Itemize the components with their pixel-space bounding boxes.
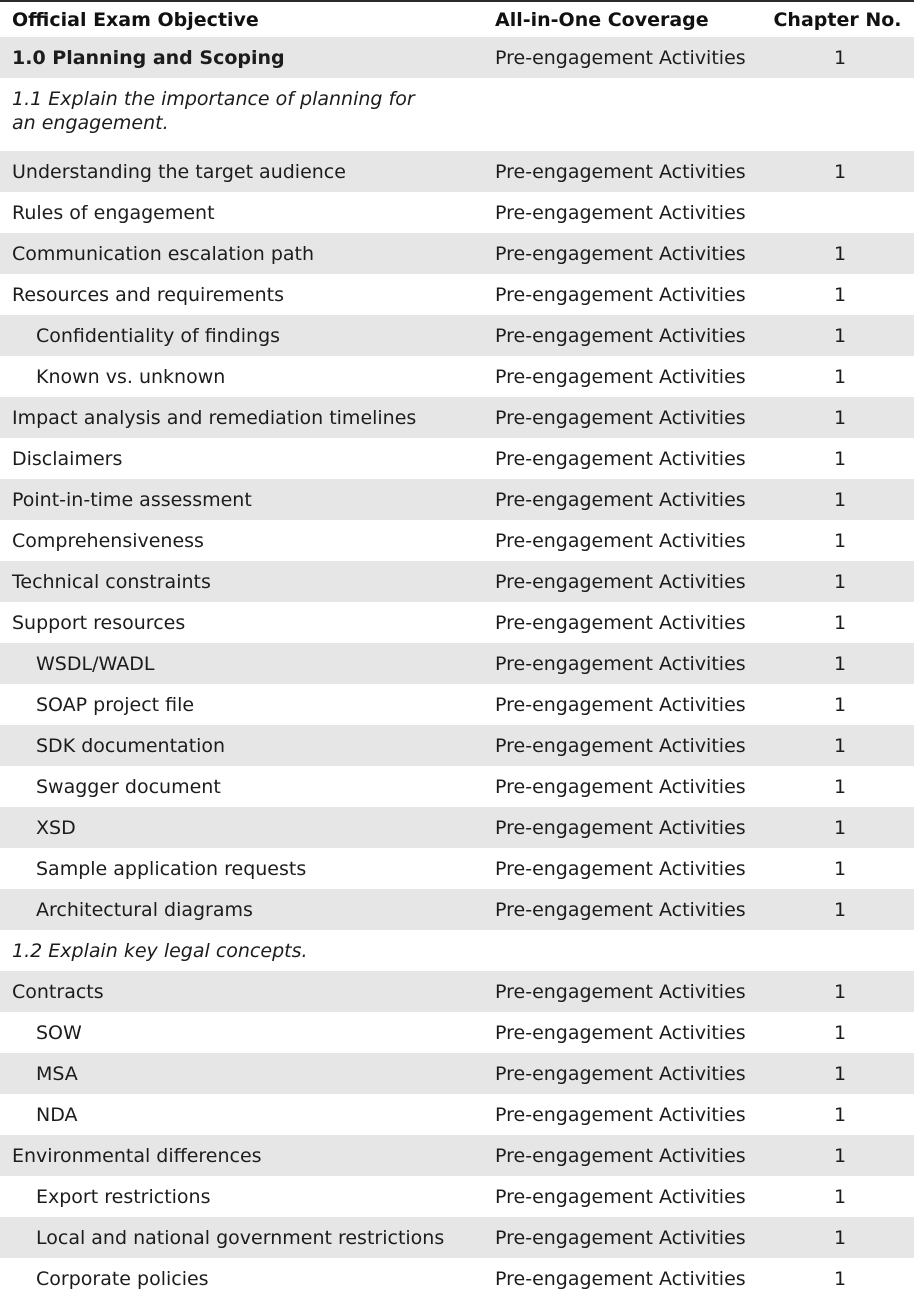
table-row — [0, 725, 914, 766]
chapter-cell: 1 — [763, 643, 914, 684]
objective-cell: Disclaimers — [12, 447, 123, 470]
header-coverage: All-in-One Coverage — [495, 8, 709, 31]
objective-cell: Corporate policies — [36, 1267, 209, 1290]
objective-cell: Environmental differences — [0, 1135, 483, 1176]
coverage-cell: Pre-engagement Activities — [495, 365, 746, 388]
coverage-cell: Pre-engagement Activities — [483, 479, 763, 520]
chapter-cell: 1 — [833, 693, 847, 716]
objective-cell: Support resources — [12, 611, 186, 634]
coverage-cell: Pre-engagement Activities — [483, 1217, 763, 1258]
objective-cell: Comprehensiveness — [12, 529, 204, 552]
coverage-cell: Pre-engagement Activities — [483, 561, 763, 602]
table-row — [0, 1217, 914, 1258]
table-row — [0, 274, 914, 315]
chapter-cell: 1 — [833, 1267, 847, 1290]
chapter-cell — [763, 930, 914, 971]
objectives-table — [0, 2, 914, 1299]
objective-cell: 1.0 Planning and Scoping — [0, 37, 483, 78]
chapter-cell: 1 — [833, 529, 847, 552]
coverage-cell: Pre-engagement Activities — [495, 857, 746, 880]
coverage-cell: Pre-engagement Activities — [495, 201, 746, 224]
coverage-cell: Pre-engagement Activities — [483, 37, 763, 78]
objective-cell: Resources and requirements — [12, 283, 284, 306]
table-row — [0, 930, 914, 971]
table-row — [0, 807, 914, 848]
table-row — [0, 78, 914, 151]
objective-cell: XSD — [0, 807, 483, 848]
coverage-cell: Pre-engagement Activities — [495, 447, 746, 470]
coverage-cell: Pre-engagement Activities — [495, 283, 746, 306]
chapter-cell — [763, 192, 914, 233]
table-row — [0, 1176, 914, 1217]
table-row — [0, 151, 914, 192]
chapter-cell: 1 — [833, 1185, 847, 1208]
objective-cell: Sample application requests — [36, 857, 307, 880]
coverage-cell — [483, 78, 763, 151]
table-row — [0, 479, 914, 520]
table-row — [0, 397, 914, 438]
coverage-cell: Pre-engagement Activities — [483, 889, 763, 930]
objective-cell: Contracts — [0, 971, 483, 1012]
coverage-cell: Pre-engagement Activities — [483, 233, 763, 274]
coverage-cell: Pre-engagement Activities — [483, 1135, 763, 1176]
coverage-cell: Pre-engagement Activities — [495, 1185, 746, 1208]
objective-cell: Point-in-time assessment — [0, 479, 483, 520]
table-row — [0, 602, 914, 643]
chapter-cell: 1 — [833, 775, 847, 798]
objective-cell: Swagger document — [36, 775, 221, 798]
objective-cell: Known vs. unknown — [36, 365, 226, 388]
chapter-cell: 1 — [763, 971, 914, 1012]
chapter-cell: 1 — [833, 283, 847, 306]
objective-cell: Confidentiality of findings — [0, 315, 483, 356]
table-row — [0, 643, 914, 684]
chapter-cell: 1 — [763, 37, 914, 78]
coverage-cell: Pre-engagement Activities — [495, 529, 746, 552]
objective-cell: Communication escalation path — [0, 233, 483, 274]
coverage-cell: Pre-engagement Activities — [495, 693, 746, 716]
table-row — [0, 315, 914, 356]
coverage-cell: Pre-engagement Activities — [495, 611, 746, 634]
chapter-cell: 1 — [833, 857, 847, 880]
header-chapter: Chapter No. — [773, 8, 902, 31]
table-row — [0, 37, 914, 78]
coverage-cell: Pre-engagement Activities — [495, 1267, 746, 1290]
objective-cell: Local and national government restrictions — [0, 1217, 483, 1258]
coverage-cell: Pre-engagement Activities — [483, 807, 763, 848]
table-row — [0, 192, 914, 233]
table-row — [0, 889, 914, 930]
chapter-cell: 1 — [763, 151, 914, 192]
table-row — [0, 1012, 914, 1053]
coverage-cell: Pre-engagement Activities — [483, 397, 763, 438]
coverage-cell: Pre-engagement Activities — [483, 315, 763, 356]
chapter-cell: 1 — [833, 611, 847, 634]
coverage-cell: Pre-engagement Activities — [495, 775, 746, 798]
table-row — [0, 1135, 914, 1176]
table-row — [0, 971, 914, 1012]
coverage-cell: Pre-engagement Activities — [483, 725, 763, 766]
objective-cell: SDK documentation — [0, 725, 483, 766]
chapter-cell: 1 — [763, 1217, 914, 1258]
table-row — [0, 684, 914, 725]
objective-cell: 1.1 Explain the importance of planning for an engagement. — [12, 88, 415, 134]
chapter-cell: 1 — [763, 1135, 914, 1176]
chapter-cell: 1 — [833, 1103, 847, 1126]
table-row — [0, 356, 914, 397]
objective-cell: Understanding the target audience — [0, 151, 483, 192]
coverage-cell — [483, 930, 763, 971]
objective-cell: Rules of engagement — [12, 201, 215, 224]
coverage-cell: Pre-engagement Activities — [483, 971, 763, 1012]
table-row — [0, 233, 914, 274]
chapter-cell: 1 — [833, 1021, 847, 1044]
coverage-cell: Pre-engagement Activities — [495, 1103, 746, 1126]
objective-cell: SOW — [36, 1021, 82, 1044]
objective-cell: 1.2 Explain key legal concepts. — [12, 939, 308, 962]
coverage-cell: Pre-engagement Activities — [483, 643, 763, 684]
chapter-cell: 1 — [763, 889, 914, 930]
table-row — [0, 1258, 914, 1299]
header-objective: Official Exam Objective — [12, 8, 259, 31]
chapter-cell: 1 — [763, 479, 914, 520]
chapter-cell: 1 — [763, 725, 914, 766]
chapter-cell: 1 — [763, 315, 914, 356]
table-row — [0, 1053, 914, 1094]
table-row — [0, 561, 914, 602]
coverage-cell: Pre-engagement Activities — [483, 151, 763, 192]
chapter-cell: 1 — [763, 233, 914, 274]
chapter-cell: 1 — [763, 561, 914, 602]
chapter-cell: 1 — [763, 807, 914, 848]
header-row — [0, 2, 914, 37]
objective-cell: MSA — [0, 1053, 483, 1094]
table-row — [0, 438, 914, 479]
table-row — [0, 1094, 914, 1135]
table-row — [0, 848, 914, 889]
chapter-cell — [763, 78, 914, 151]
chapter-cell: 1 — [833, 447, 847, 470]
objective-cell: NDA — [36, 1103, 78, 1126]
coverage-cell: Pre-engagement Activities — [495, 1021, 746, 1044]
coverage-cell: Pre-engagement Activities — [483, 1053, 763, 1094]
table-row — [0, 766, 914, 807]
table-header — [0, 2, 914, 37]
table-row — [0, 520, 914, 561]
objective-cell: SOAP project file — [36, 693, 195, 716]
objective-cell: WSDL/WADL — [0, 643, 483, 684]
objective-cell: Technical constraints — [0, 561, 483, 602]
objective-cell: Impact analysis and remediation timelines — [0, 397, 483, 438]
chapter-cell: 1 — [833, 365, 847, 388]
objective-cell: Export restrictions — [36, 1185, 211, 1208]
chapter-cell: 1 — [763, 1053, 914, 1094]
chapter-cell: 1 — [763, 397, 914, 438]
objective-cell: Architectural diagrams — [0, 889, 483, 930]
table-body — [0, 37, 914, 1299]
